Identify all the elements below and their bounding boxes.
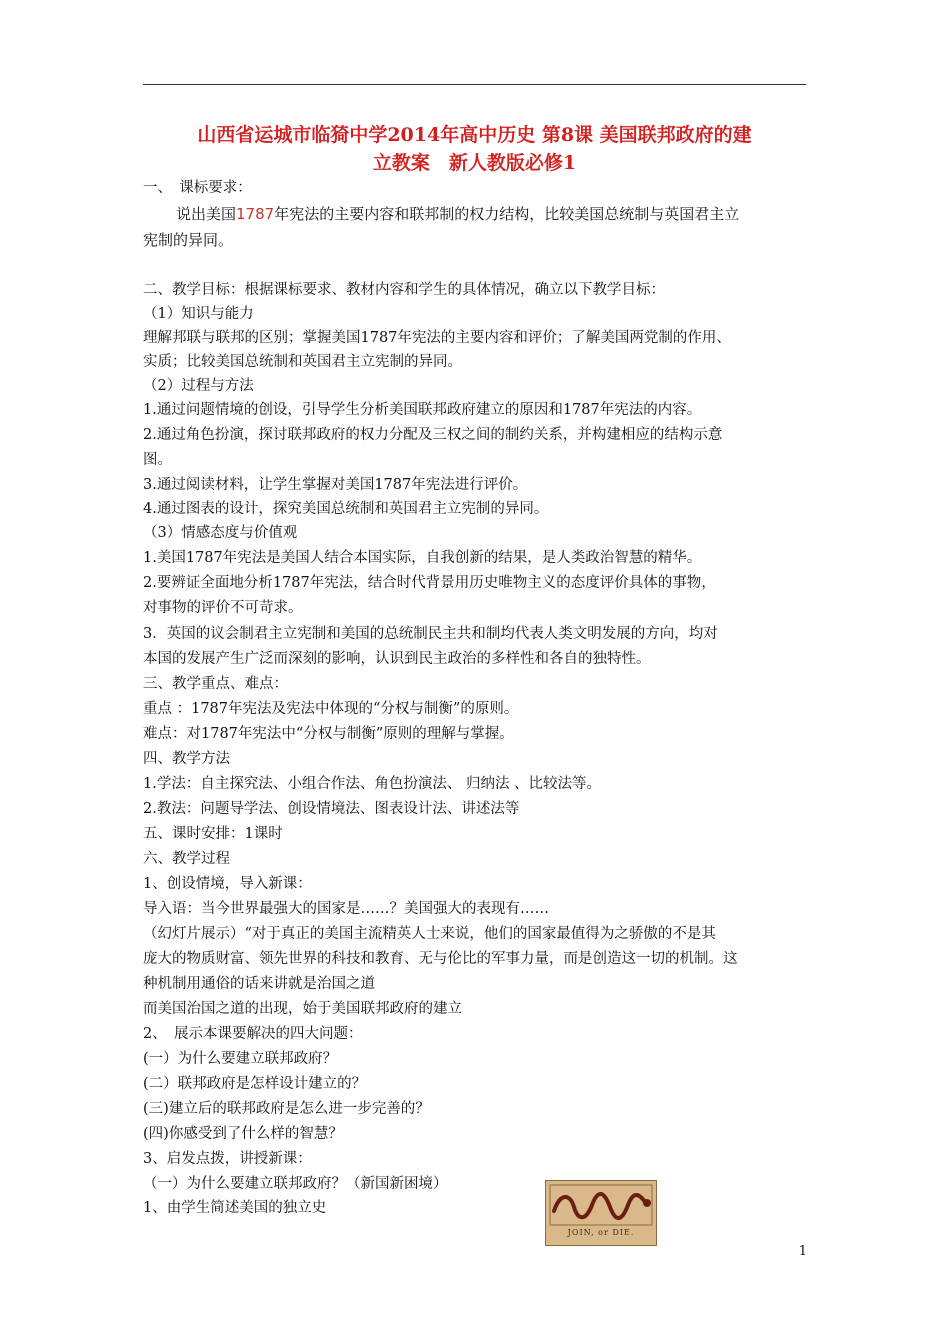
std-text-pre: 说出美国	[176, 205, 237, 223]
curriculum-standard-line1	[176, 202, 739, 226]
section3-heading: 三、教学重点、难点：	[143, 676, 288, 692]
section6-intro: 导入语：当今世界最强大的国家是……？美国强大的表现有……	[143, 901, 549, 917]
section2-item2-line2: 图。	[143, 452, 172, 468]
section5-heading: 五、课时安排：1课时	[143, 826, 283, 842]
section6-slide-line4: 而美国治国之道的出现，始于美国联邦政府的建立	[143, 1001, 462, 1017]
header-rule	[143, 84, 806, 85]
section6-question3: (三)建立后的联邦政府是怎么进一步完善的？	[143, 1101, 430, 1117]
section2-value2-line2: 对事物的评价不可苛求。	[143, 600, 303, 616]
section3-difficult-point: 难点：对1787年宪法中“分权与制衡”原则的理解与掌握。	[143, 726, 514, 742]
section6-step3: 3、启发点拨，讲授新课：	[143, 1151, 312, 1167]
join-or-die-cartoon-image	[545, 1180, 657, 1246]
section6-step2: 2、 展示本课要解决的四大问题：	[143, 1026, 363, 1042]
section6-question2: (二）联邦政府是怎样设计建立的？	[143, 1076, 367, 1092]
section4-heading: 四、教学方法	[143, 751, 230, 767]
section2-value3-line2: 本国的发展产生广泛而深刻的影响，认识到民主政治的多样性和各自的独特性。	[143, 651, 651, 667]
section1-heading: 一、 课标要求：	[143, 180, 252, 196]
section2-para1-line1: 理解邦联与联邦的区别；掌握美国1787年宪法的主要内容和评价；了解美国两党制的作用、	[143, 330, 731, 346]
curriculum-standard-line2: 宪制的异同。	[143, 231, 234, 249]
section6-slide-line3: 种机制用通俗的话来讲就是治国之道	[143, 976, 375, 992]
section6-slide-line1: （幻灯片展示）“对于真正的美国主流精英人士来说，他们的国家最值得为之骄傲的不是其	[143, 926, 716, 942]
section6-subsection1: （一）为什么要建立联邦政府？（新国新困境）	[143, 1176, 448, 1192]
section2-value3-line1: 3．英国的议会制君主立宪制和美国的总统制民主共和制均代表人类文明发展的方向，均对	[143, 626, 718, 642]
document-title-line2: 立教案 新人教版必修1	[372, 152, 577, 174]
std-year: 1787	[236, 205, 275, 223]
section6-slide-line2: 庞大的物质财富、领先世界的科技和教育、无与伦比的军事力量，而是创造这一切的机制。这	[143, 951, 738, 967]
image-caption: JOIN, or DIE.	[567, 1228, 635, 1237]
section2-sub2: （2）过程与方法	[143, 378, 254, 394]
std-text-post: 年宪法的主要内容和联邦制的权力结构，比较美国总统制与英国君主立	[274, 205, 740, 223]
section6-heading: 六、教学过程	[143, 851, 230, 867]
section2-item1: 1.通过问题情境的创设，引导学生分析美国联邦政府建立的原因和1787年宪法的内容。	[143, 402, 702, 418]
section6-subsection1-item1: 1、由学生简述美国的独立史	[143, 1200, 327, 1216]
section4-teaching-methods: 2.教法：问题导学法、创设情境法、图表设计法、讲述法等	[143, 801, 520, 817]
section6-step1: 1、创设情境，导入新课：	[143, 876, 312, 892]
section2-sub3: （3）情感态度与价值观	[143, 525, 298, 541]
section4-learning-methods: 1.学法：自主探究法、小组合作法、角色扮演法、 归纳法 、比较法等。	[143, 776, 602, 792]
section6-question1: (一）为什么要建立联邦政府？	[143, 1051, 338, 1067]
section2-item4: 4.通过图表的设计，探究美国总统制和英国君主立宪制的异同。	[143, 501, 549, 517]
section2-value1: 1.美国1787年宪法是美国人结合本国实际，自我创新的结果，是人类政治智慧的精华。	[143, 550, 702, 566]
section2-item2-line1: 2.通过角色扮演，探讨联邦政府的权力分配及三权之间的制约关系，并构建相应的结构示意	[143, 427, 723, 443]
document-title-line1: 山西省运城市临猗中学2014年高中历史 第8课 美国联邦政府的建	[197, 124, 752, 146]
section2-sub1: （1）知识与能力	[143, 306, 254, 322]
section2-heading: 二、教学目标：根据课标要求、教材内容和学生的具体情况，确立以下教学目标：	[143, 282, 665, 298]
section6-question4: (四)你感受到了什么样的智慧？	[143, 1126, 343, 1142]
section2-para1-line2: 实质；比较美国总统制和英国君主立宪制的异同。	[143, 354, 462, 370]
section2-item3: 3.通过阅读材料，让学生掌握对美国1787年宪法进行评价。	[143, 477, 528, 493]
section2-value2-line1: 2.要辨证全面地分析1787年宪法，结合时代背景用历史唯物主义的态度评价具体的事物，	[143, 575, 716, 591]
page-number: 1	[798, 1244, 807, 1259]
section3-key-point: 重点 ：1787年宪法及宪法中体现的“分权与制衡”的原则。	[143, 701, 519, 717]
